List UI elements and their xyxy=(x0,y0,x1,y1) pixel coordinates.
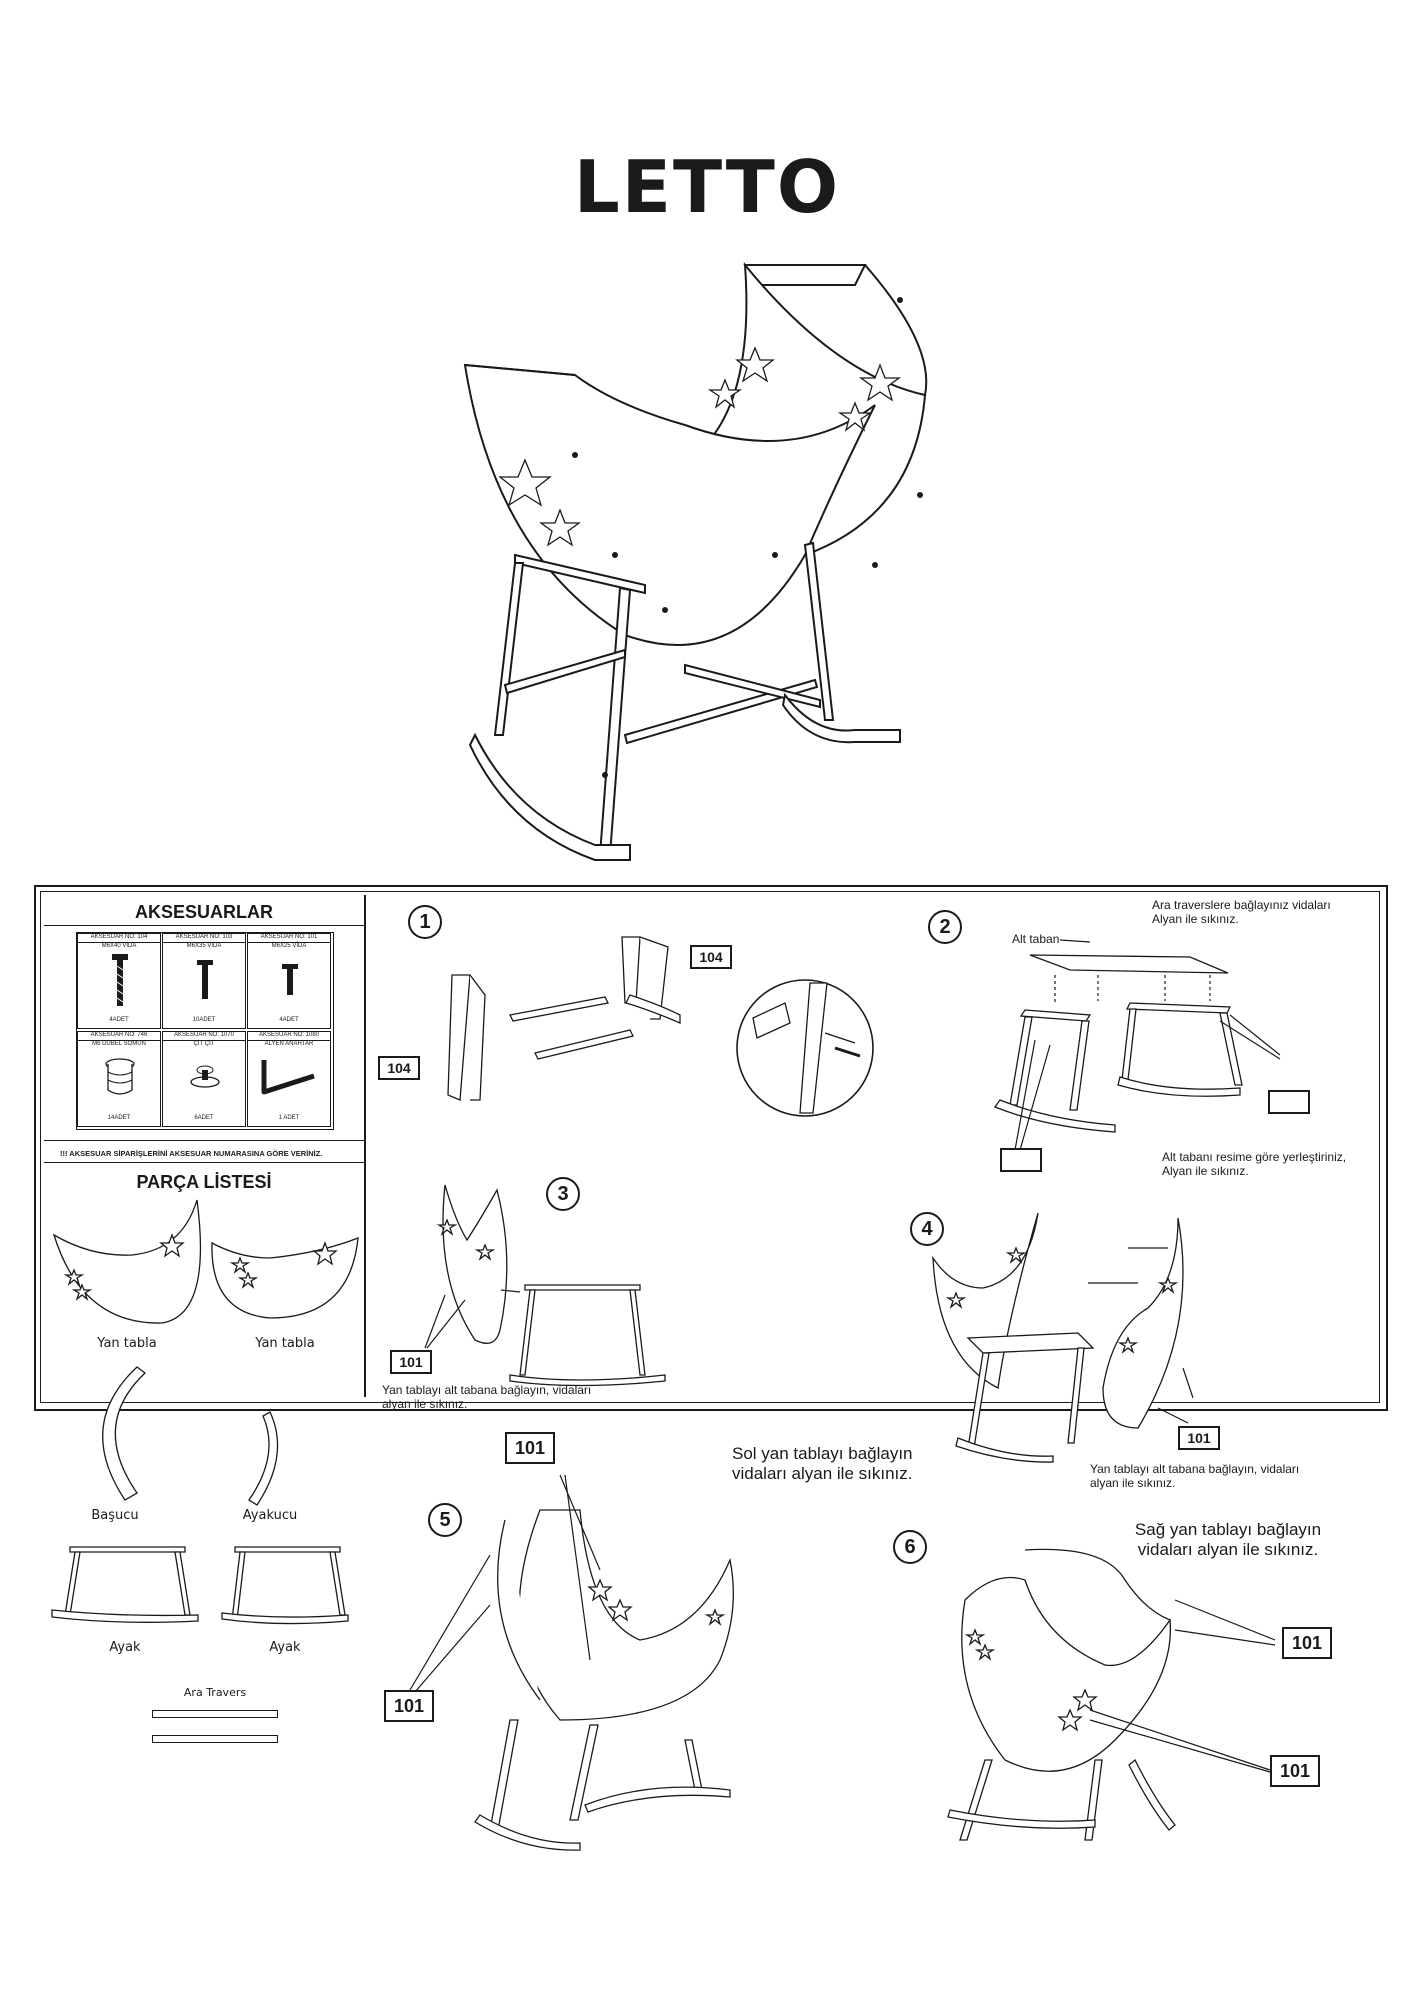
product-title: LETTO xyxy=(573,145,841,229)
part-tag-101: 101 xyxy=(390,1350,432,1374)
empty-part-tag xyxy=(1000,1148,1042,1172)
divider xyxy=(44,1140,364,1141)
step-1-illustration xyxy=(440,935,720,1110)
parts-title: PARÇA LİSTESİ xyxy=(136,1172,272,1192)
side-panel-right-illustration xyxy=(210,1188,360,1328)
short-screw-icon xyxy=(270,954,310,1004)
step-number: 5 xyxy=(428,1503,462,1537)
part-label: Ayak xyxy=(109,1640,141,1655)
snap-cap-icon xyxy=(185,1052,225,1102)
accessory-card xyxy=(162,933,246,1029)
accessory-qty: 10ADET xyxy=(192,1017,216,1024)
accessory-card xyxy=(162,1031,246,1127)
base-label: Alt taban xyxy=(1012,932,1060,946)
step-number: 3 xyxy=(546,1177,580,1211)
dowel-nut-icon xyxy=(100,1052,140,1102)
part-tag-104: 104 xyxy=(690,945,732,969)
accessories-title: AKSESUARLAR xyxy=(134,902,273,922)
cross-rail-illustration xyxy=(152,1710,278,1718)
part-label: Ayakucu xyxy=(242,1508,298,1523)
step-number: 1 xyxy=(408,905,442,939)
accessory-card xyxy=(247,933,331,1029)
step-4-illustration xyxy=(928,1208,1208,1458)
accessory-card xyxy=(247,1031,331,1127)
part-tag-101: 101 xyxy=(505,1432,555,1464)
step-1-detail-circle xyxy=(735,978,875,1118)
accessory-number: AKSESUAR NO: 101 xyxy=(248,934,330,943)
step-number: 4 xyxy=(910,1212,944,1246)
step-4-callout: Yan tablayı alt tabana bağlayın, vidaları alyan ile sıkınız. xyxy=(1090,1462,1300,1490)
step-5-illustration xyxy=(470,1460,750,1840)
accessory-number: AKSESUAR NO: 1070 xyxy=(163,1032,245,1041)
step-6-illustration xyxy=(945,1540,1185,1850)
accessory-qty: 1 ADET xyxy=(278,1115,300,1122)
part-tag-101: 101 xyxy=(384,1690,434,1722)
step-3-illustration xyxy=(405,1180,685,1395)
part-label: Başucu xyxy=(91,1508,139,1523)
step-2-illustration xyxy=(990,935,1310,1165)
long-screw-icon xyxy=(100,954,140,1009)
accessory-card xyxy=(77,1031,161,1127)
accessory-number: AKSESUAR NO: 104 xyxy=(78,934,160,943)
footboard-illustration xyxy=(245,1410,295,1510)
step-3-callout: Yan tablayı alt tabana bağlayın, vidaları alyan ile sıkınız. xyxy=(382,1383,592,1411)
accessory-name: M6X40 VİDA xyxy=(101,942,137,949)
accessory-qty: 4ADET xyxy=(109,1017,129,1024)
accessory-order-warning: !!! AKSESUAR SİPARİŞLERİNİ AKSESUAR NUMARASINA GÖRE VERİNİZ. xyxy=(60,1149,323,1158)
step-2-callout: Ara traverslere bağlayınız vidaları Alyan ile sıkınız. xyxy=(1152,898,1331,926)
allen-key-icon xyxy=(258,1052,318,1102)
headboard-illustration xyxy=(85,1365,145,1505)
part-tag-104: 104 xyxy=(378,1056,420,1080)
part-tag-101: 101 xyxy=(1178,1426,1220,1450)
part-label: Ayak xyxy=(269,1640,301,1655)
accessory-name: ÇİT ÇİT xyxy=(193,1040,215,1047)
divider xyxy=(44,925,364,926)
part-label: Yan tabla xyxy=(255,1336,315,1351)
step-6-callout: Sağ yan tablayı bağlayın vidaları alyan ile sıkınız. xyxy=(1134,1520,1322,1559)
part-label: Yan tabla xyxy=(97,1336,157,1351)
accessory-name: ALYEN ANAHTAR xyxy=(264,1040,314,1047)
cross-rail-illustration xyxy=(152,1735,278,1743)
accessory-name: M6X25 VİDA xyxy=(271,942,307,949)
accessory-qty: 4ADET xyxy=(279,1017,299,1024)
accessory-number: AKSESUAR NO: 103 xyxy=(163,934,245,943)
screw-icon xyxy=(185,954,225,1004)
part-tag-101: 101 xyxy=(1282,1627,1332,1659)
step-number: 2 xyxy=(928,910,962,944)
leg-frame-illustration xyxy=(50,1545,200,1630)
accessory-qty: 6ADET xyxy=(194,1115,214,1122)
accessory-card xyxy=(77,933,161,1029)
part-tag-101: 101 xyxy=(1270,1755,1320,1787)
accessories-grid xyxy=(76,932,334,1130)
step-number: 6 xyxy=(893,1530,927,1564)
side-panel-left-illustration xyxy=(52,1195,202,1330)
accessory-number: AKSESUAR NO: 746 xyxy=(78,1032,160,1041)
empty-part-tag xyxy=(1268,1090,1310,1114)
cradle-hero-illustration xyxy=(455,255,975,885)
step-4-center-callout: Sol yan tablayı bağlayın vidaları alyan ile sıkınız. xyxy=(732,1444,913,1483)
accessory-name: M6X35 VİDA xyxy=(186,942,222,949)
accessory-qty: 14ADET xyxy=(107,1115,131,1122)
part-label: Ara Travers xyxy=(183,1686,247,1699)
accessory-name: M6 DUBEL SOMUN xyxy=(92,1040,146,1047)
step-2-callout-bottom: Alt tabanı resime göre yerleştiriniz, Alyan ile sıkınız. xyxy=(1162,1150,1347,1178)
leg-frame-illustration xyxy=(220,1545,350,1630)
accessory-number: AKSESUAR NO: 1080 xyxy=(248,1032,330,1041)
divider xyxy=(44,1162,364,1163)
